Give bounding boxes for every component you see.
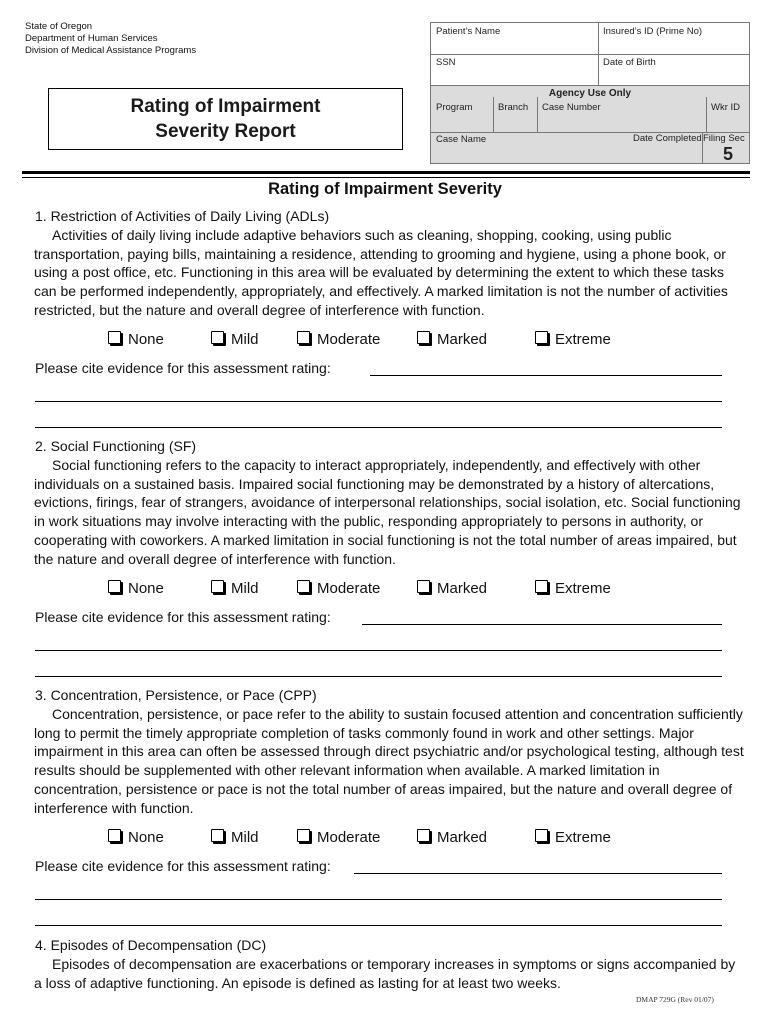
branch-field[interactable]: Branch xyxy=(498,102,529,113)
checkbox[interactable] xyxy=(108,829,121,842)
program-field[interactable]: Program xyxy=(436,102,473,113)
filing-sec-value: 5 xyxy=(723,144,734,164)
wkr-id-field[interactable]: Wkr ID xyxy=(711,102,741,113)
report-title-line1: Rating of Impairment xyxy=(130,96,321,117)
option-label: Moderate xyxy=(317,829,381,846)
option-label: Mild xyxy=(231,580,259,597)
agency-line-state: State of Oregon xyxy=(25,21,93,32)
section-2-cite-label: Please cite evidence for this assessment rating: xyxy=(35,609,331,625)
agency-use-label: Agency Use Only xyxy=(548,88,632,99)
s2-option-extreme[interactable] xyxy=(535,580,611,597)
s3-option-extreme[interactable] xyxy=(535,829,611,846)
filing-sec-label: Filing Sec xyxy=(703,133,745,144)
s1-option-mild[interactable] xyxy=(211,331,259,348)
s2-option-marked[interactable] xyxy=(417,580,487,597)
s1-option-none[interactable] xyxy=(108,331,164,348)
checkbox[interactable] xyxy=(211,331,224,344)
section-1-heading: 1. Restriction of Activities of Daily Living (ADLs) xyxy=(35,208,330,224)
option-label: None xyxy=(128,580,164,597)
checkbox[interactable] xyxy=(417,829,430,842)
section-2-heading: 2. Social Functioning (SF) xyxy=(35,438,197,454)
section-2-body: Social functioning refers to the capacity to interact appropriately, independently, and effectively with other individuals on a sustained basis. Impaired social functioning may be demonstrated by a history of altercations, evictions, firings, fear of strangers, avoidance of interpersonal relationships, social isolation, etc. Social functioning in work situations may involve interacting with the public, responding appropriately to persons in authority, or cooperating with coworkers. A marked limitation in social functioning is not the total number of areas impaired, but the nature and overall degree of interference with function. xyxy=(34,457,741,567)
s1-option-moderate[interactable] xyxy=(297,331,380,348)
s3-option-marked[interactable] xyxy=(417,829,487,846)
section-1-cite-line[interactable] xyxy=(370,375,722,376)
checkbox[interactable] xyxy=(297,331,310,344)
patient-name-field[interactable]: Patient’s Name xyxy=(436,26,501,37)
section-3-cite-label: Please cite evidence for this assessment rating: xyxy=(35,858,331,874)
option-label: Extreme xyxy=(555,331,611,348)
section-3-body: Concentration, persistence, or pace refer to the ability to sustain focused attention and concentration sufficiently long to permit the timely appropriate completion of tasks commonly found in work and other settings. Major impairment in this area can often be assessed through direct psychiatric and/or psychological testing, although test results should be supplemented with other relevant information when available. A marked limitation in concentration, persistence or pace is not the total number of areas impaired, but the nature and overall degree of interference with function. xyxy=(34,706,744,816)
checkbox[interactable] xyxy=(535,580,548,593)
option-label: Mild xyxy=(231,829,259,846)
checkbox[interactable] xyxy=(535,829,548,842)
checkbox[interactable] xyxy=(211,829,224,842)
s3-option-moderate[interactable] xyxy=(297,829,380,846)
option-label: Extreme xyxy=(555,580,611,597)
option-label: Moderate xyxy=(317,580,381,597)
checkbox[interactable] xyxy=(417,331,430,344)
checkbox[interactable] xyxy=(297,829,310,842)
checkbox[interactable] xyxy=(535,331,548,344)
s3-option-none[interactable] xyxy=(108,829,164,846)
section-4-body: Episodes of decompensation are exacerbations or temporary increases in symptoms or signs accompanied by a loss of adaptive functioning. An episode is defined as lasting for at least two weeks. xyxy=(34,956,736,991)
option-label: None xyxy=(128,829,164,846)
option-label: Extreme xyxy=(555,829,611,846)
checkbox[interactable] xyxy=(108,331,121,344)
option-label: Marked xyxy=(437,580,488,597)
ssn-field[interactable]: SSN xyxy=(436,57,456,68)
section-2-cite-line[interactable] xyxy=(35,676,722,677)
section-3-cite-line[interactable] xyxy=(35,925,722,926)
s1-option-marked[interactable] xyxy=(417,331,487,348)
checkbox[interactable] xyxy=(417,580,430,593)
s2-option-mild[interactable] xyxy=(211,580,259,597)
section-3-cite-line[interactable] xyxy=(354,873,722,874)
date-completed-field[interactable]: Date Completed xyxy=(633,133,702,144)
checkbox[interactable] xyxy=(108,580,121,593)
section-2-cite-line[interactable] xyxy=(35,650,722,651)
section-4-heading: 4. Episodes of Decompensation (DC) xyxy=(35,937,267,953)
section-3-cite-line[interactable] xyxy=(35,899,722,900)
section-1-cite-label: Please cite evidence for this assessment rating: xyxy=(35,360,331,376)
section-3-heading: 3. Concentration, Persistence, or Pace (CPP) xyxy=(35,687,317,703)
case-name-field[interactable]: Case Name xyxy=(436,134,487,145)
section-1-body: Activities of daily living include adaptive behaviors such as cleaning, shopping, cooking, using public transportation, paying bills, maintaining a residence, attending to grooming and hygiene, using a phone book, or using a post office, etc. Functioning in this area will be evaluated by determining the extent to which these tasks can be performed independently, appropriately, and effectively. A marked limitation is not the number of activities restricted, but the nature and overall degree of interference with function. xyxy=(34,227,728,318)
date-of-birth-field[interactable]: Date of Birth xyxy=(603,57,656,68)
s3-option-mild[interactable] xyxy=(211,829,259,846)
agency-line-division: Division of Medical Assistance Programs xyxy=(25,45,197,56)
option-label: None xyxy=(128,331,164,348)
header-rule-thin xyxy=(22,177,750,178)
section-1-cite-line[interactable] xyxy=(35,401,722,402)
report-title-line2: Severity Report xyxy=(155,121,296,142)
form-number: DMAP 729G (Rev 01/07) xyxy=(636,995,714,1004)
agency-block xyxy=(25,21,196,57)
agency-line-department: Department of Human Services xyxy=(25,33,158,44)
insured-id-field[interactable]: Insured’s ID (Prime No) xyxy=(603,26,703,37)
header-rule xyxy=(22,171,750,174)
option-label: Marked xyxy=(437,829,488,846)
report-title-box xyxy=(48,88,403,150)
page-title: Rating of Impairment Severity xyxy=(268,180,502,198)
option-label: Moderate xyxy=(317,331,381,348)
section-2-cite-line[interactable] xyxy=(362,624,722,625)
checkbox[interactable] xyxy=(211,580,224,593)
checkbox[interactable] xyxy=(297,580,310,593)
s2-option-moderate[interactable] xyxy=(297,580,380,597)
option-label: Marked xyxy=(437,331,488,348)
s2-option-none[interactable] xyxy=(108,580,164,597)
option-label: Mild xyxy=(231,331,259,348)
s1-option-extreme[interactable] xyxy=(535,331,611,348)
id-grid xyxy=(430,22,750,164)
case-number-field[interactable]: Case Number xyxy=(542,102,601,113)
section-1-cite-line[interactable] xyxy=(35,427,722,428)
